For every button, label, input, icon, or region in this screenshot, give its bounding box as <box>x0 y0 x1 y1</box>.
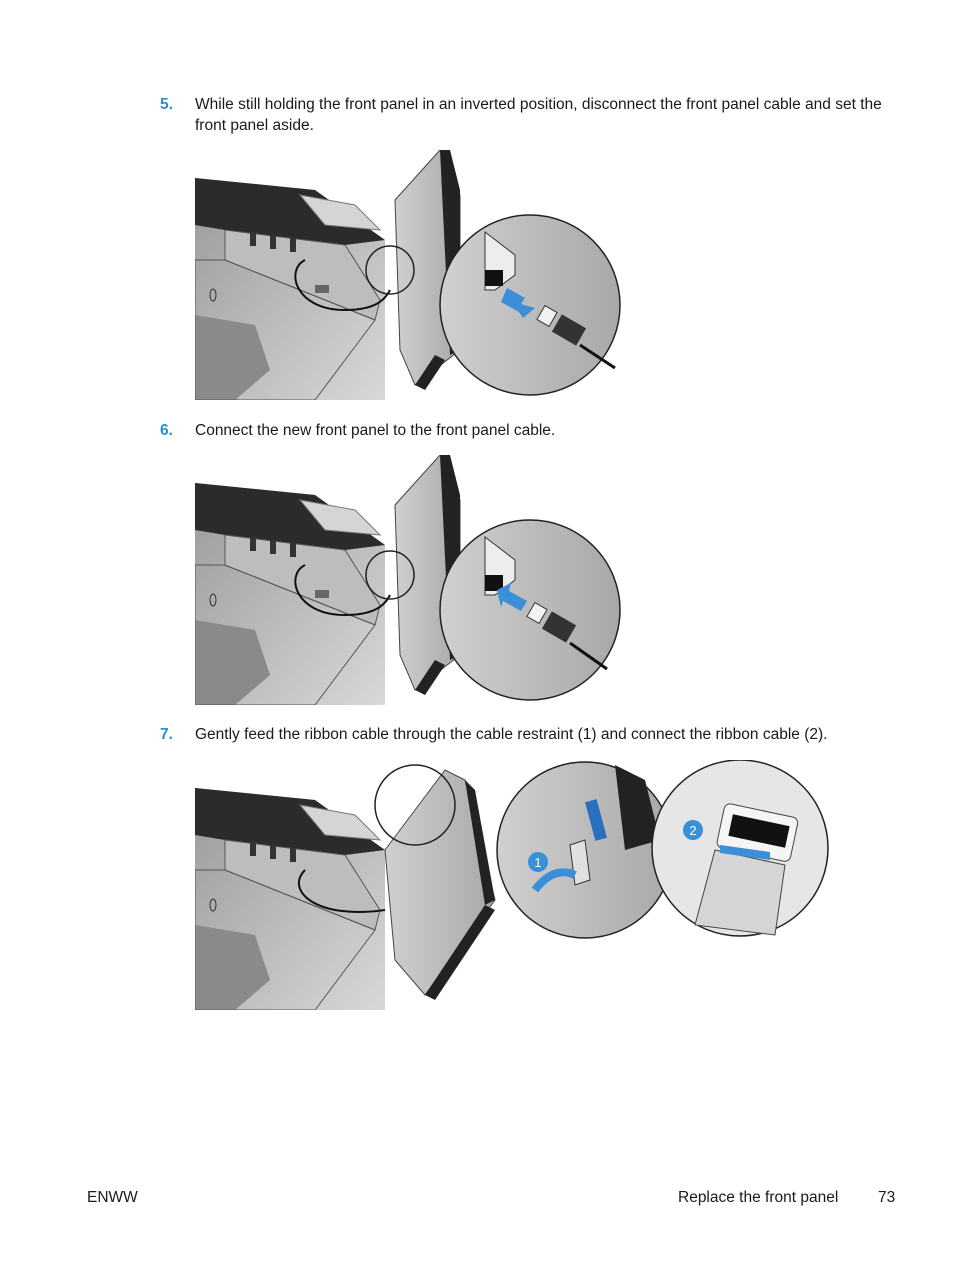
callout-2-label: 2 <box>689 823 697 838</box>
step-text: Gently feed the ribbon cable through the cable restraint (1) and connect the ribbon cable (2). <box>195 726 828 743</box>
step-number: 7. <box>160 726 173 743</box>
step-number: 5. <box>160 96 173 113</box>
illustration-scanner-connect <box>195 455 625 705</box>
figure-ribbon-cable <box>195 760 835 1010</box>
figure-connect-cable <box>195 455 625 705</box>
step-text: While still holding the front panel in an inverted position, disconnect the front panel cable and set the front panel aside. <box>195 96 882 134</box>
footer-section-title: Replace the front panel <box>678 1189 839 1206</box>
figure-disconnect-cable <box>195 150 625 400</box>
illustration-scanner-disconnect <box>195 150 625 400</box>
footer-left: ENWW <box>87 1189 138 1206</box>
illustration-scanner-ribbon <box>195 760 835 1010</box>
page-number: 73 <box>878 1189 896 1206</box>
callout-1-label: 1 <box>534 855 542 870</box>
step-number: 6. <box>160 422 173 439</box>
step-text: Connect the new front panel to the front panel cable. <box>195 422 556 439</box>
